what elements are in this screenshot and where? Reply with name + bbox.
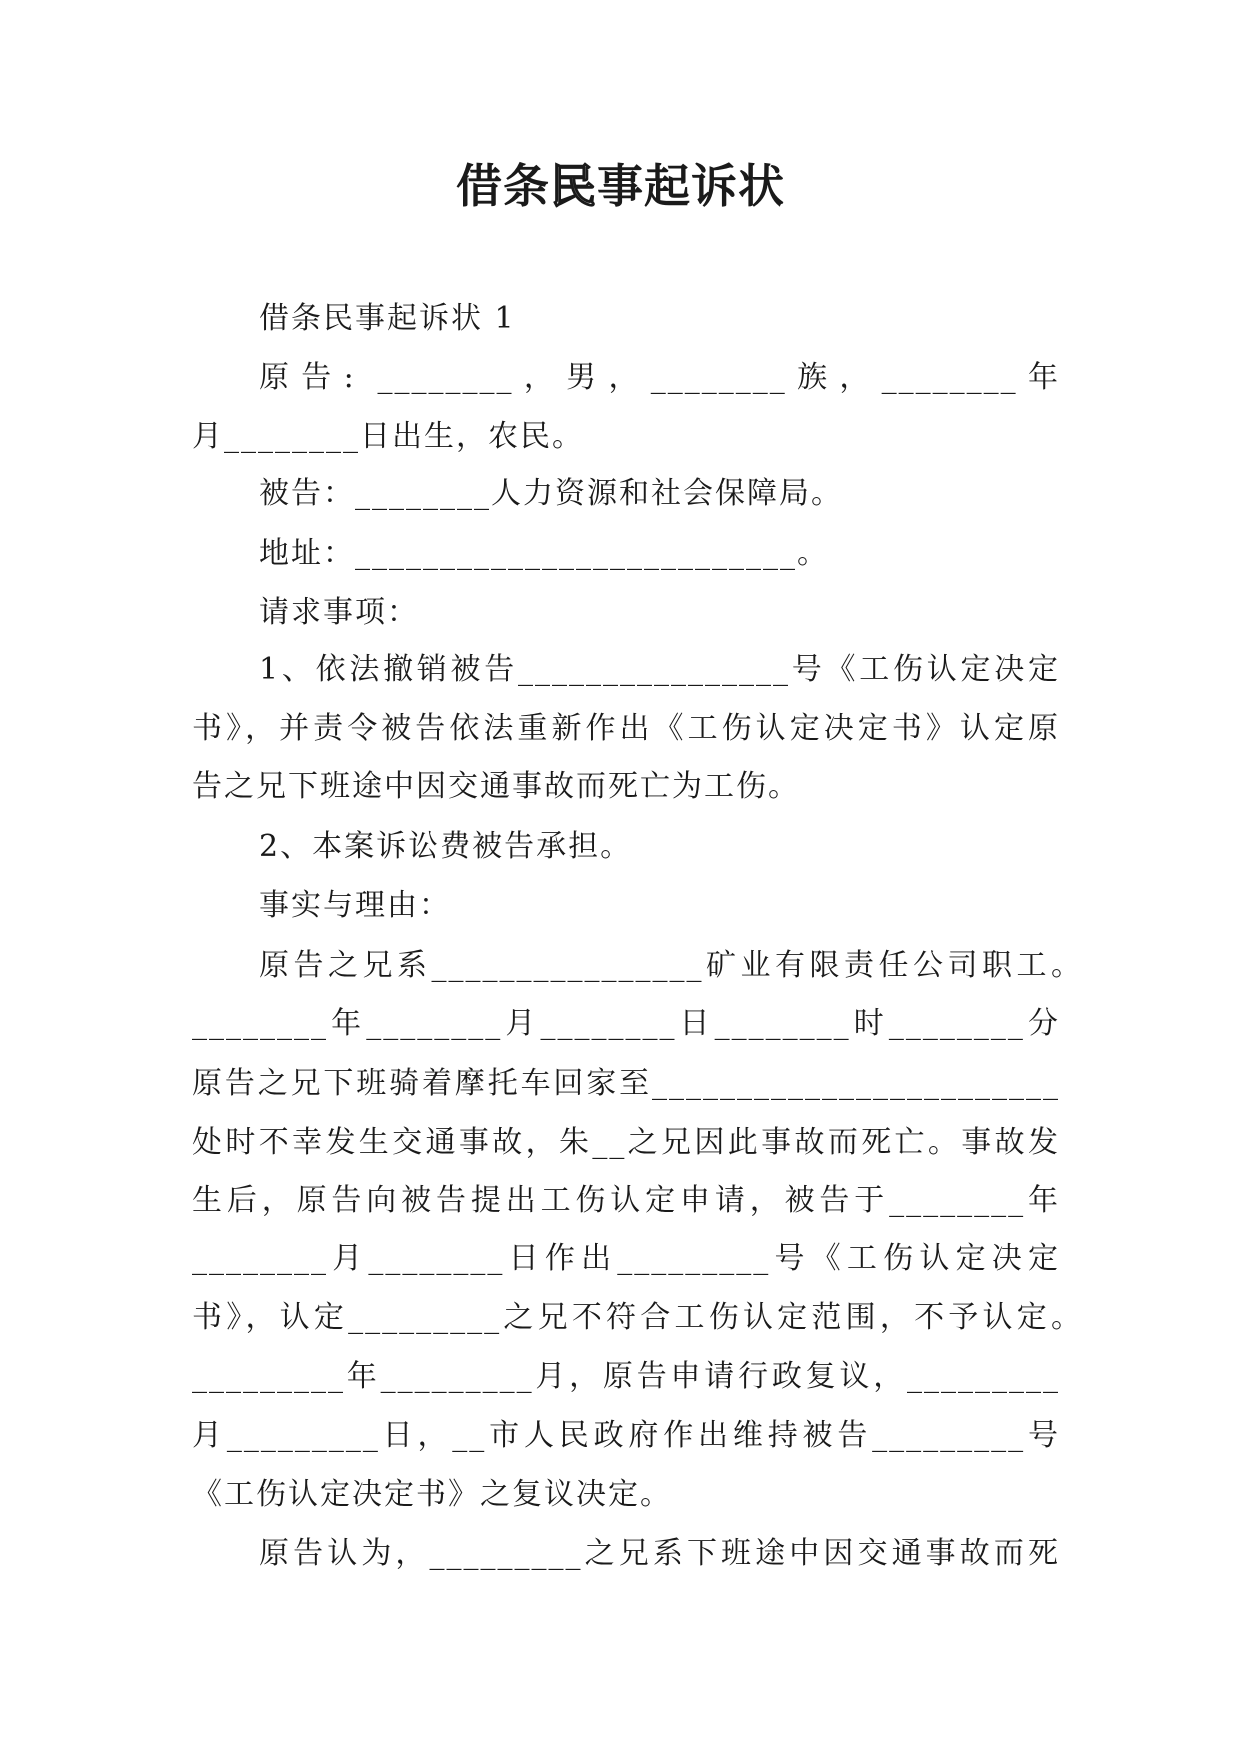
body-line: 原告之兄系________________矿业有限责任公司职工。 [259,948,1083,983]
body-line: 原告认为，_________之兄系下班途中因交通事故而死 [259,1536,1060,1571]
body-line: 请求事项： [259,595,419,630]
body-line: 原告之兄下班骑着摩托车回家至________________________ [192,1066,1060,1101]
body-line: 生后，原告向被告提出工伤认定申请，被告于________年 [192,1183,1060,1218]
body-line: 2、本案诉讼费被告承担。 [259,829,633,864]
title-part-3: 事起诉状 [597,159,785,213]
body-line: 书》，并责令被告依法重新作出《工伤认定决定书》认定原 [192,711,1060,746]
body-line: 事实与理由： [259,888,451,923]
body-line: 原告: ________，男，________族，________年 [259,360,1060,395]
body-line: 处时不幸发生交通事故，朱__之兄因此事故而死亡。事故发 [192,1125,1060,1160]
body-line: 借条民事起诉状 1 [259,301,516,336]
body-line: 地址：__________________________。 [259,536,829,571]
document-title [0,158,1241,214]
body-line: 1、依法撤销被告________________号《工伤认定决定 [259,652,1060,687]
body-line: ________月________日作出_________号《工伤认定决定 [192,1241,1060,1276]
body-line: ________年________月________日________时________分 [192,1006,1060,1041]
body-line: 月_________日，__市人民政府作出维持被告_________号 [192,1418,1060,1453]
body-line: 被告：________人力资源和社会保障局。 [259,476,843,511]
body-line: 告之兄下班途中因交通事故而死亡为工伤。 [192,769,800,804]
body-line: _________年_________月，原告申请行政复议，_________ [192,1359,1060,1394]
body-line: 《工伤认定决定书》之复议决定。 [192,1477,672,1512]
body-line: 书》，认定_________之兄不符合工伤认定范围，不予认定。 [192,1300,1083,1335]
title-part-1: 借条 [456,159,550,213]
body-line: 月________日出生，农民。 [192,419,584,454]
title-part-2: 民 [550,159,597,213]
